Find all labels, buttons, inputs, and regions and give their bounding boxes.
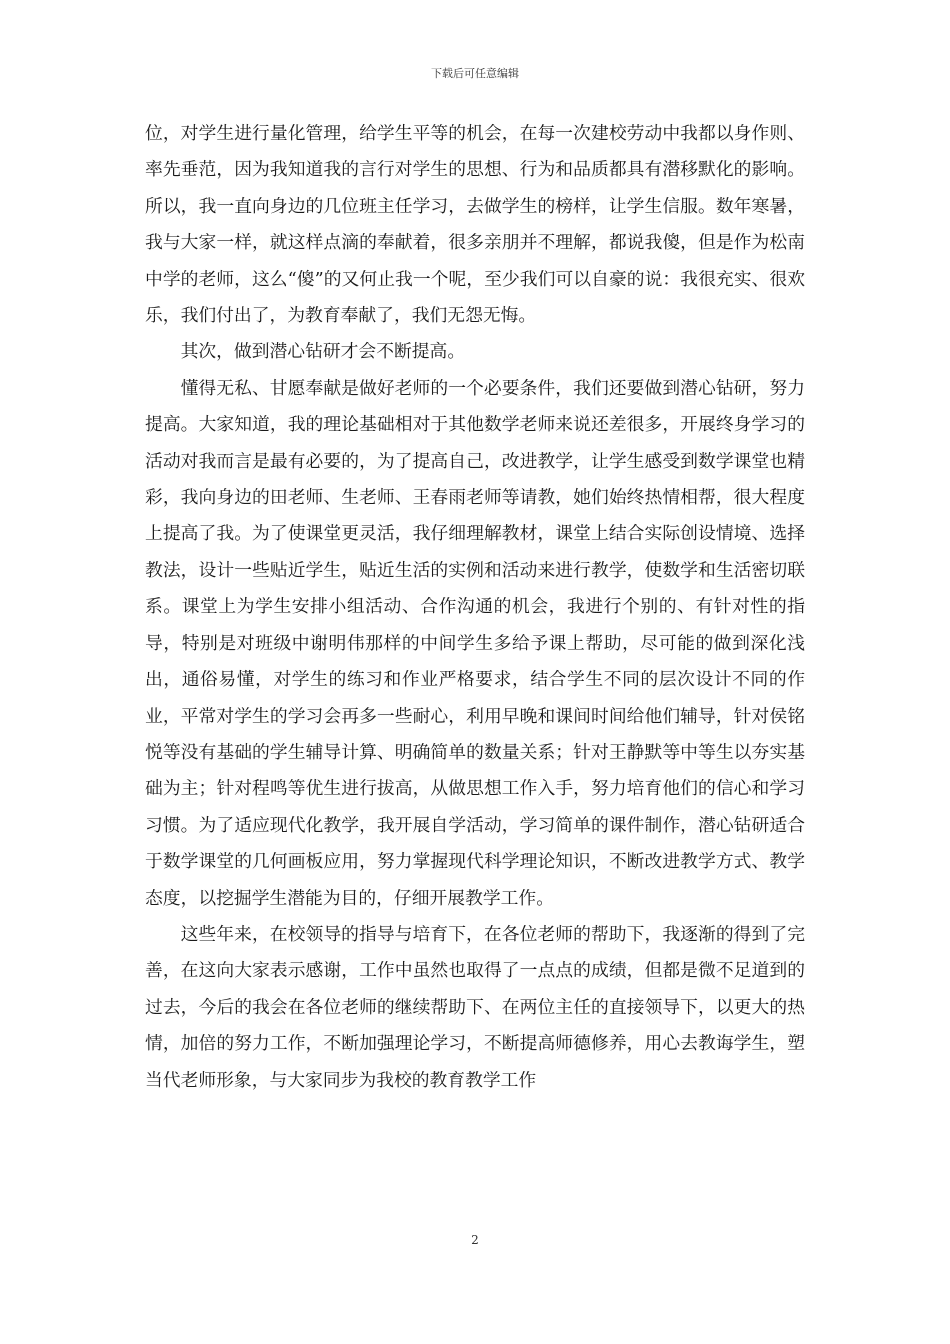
paragraph-closing: 这些年来，在校领导的指导与培育下，在各位老师的帮助下，我逐渐的得到了完善，在这向大家表示感谢，工作中虽然也取得了一点点的成绩，但都是微不足道到的过去，今后的我会在各位老师的继续帮助下、在两位主任的直接领导下，以更大的热情，加倍的努力工作，不断加强理论学习，不断提高师德修养，用心去教诲学生，塑当代老师形象，与大家同步为我校的教育教学工作	[145, 923, 805, 1091]
page-number: 2	[471, 1233, 479, 1247]
page-header: 下载后可任意编辑	[431, 67, 519, 80]
paragraph-continuation: 位，对学生进行量化管理，给学生平等的机会，在每一次建校劳动中我都以身作则、率先垂范，因为我知道我的言行对学生的思想、行为和品质都具有潜移默化的影响。所以，我一直向身边的几位班主任学习，去做学生的榜样，让学生信服。数年寒暑，我与大家一样，就这样点滴的奉献着，很多亲朋并不理解，都说我傻，但是作为松南中学的老师，这么“傻”的又何止我一个呢，至少我们可以自豪的说：我很充实、很欢乐，我们付出了，为教育奉献了，我们无怨无悔。	[145, 123, 805, 327]
paragraph-section-heading: 其次，做到潜心钻研才会不断提高。	[180, 341, 466, 363]
paragraph-study: 懂得无私、甘愿奉献是做好老师的一个必要条件，我们还要做到潜心钻研，努力提高。大家知道，我的理论基础相对于其他数学老师来说还差很多，开展终身学习的活动对我而言是最有必要的，为了提高自己，改进教学，让学生感受到数学课堂也精彩，我向身边的田老师、生老师、王春雨老师等请教，她们始终热情相帮，很大程度上提高了我。为了使课堂更灵活，我仔细理解教材，课堂上结合实际创设情境、选择教法，设计一些贴近学生，贴近生活的实例和活动来进行教学，使数学和生活密切联系。课堂上为学生安排小组活动、合作沟通的机会，我进行个别的、有针对性的指导，特别是对班级中谢明伟那样的中间学生多给予课上帮助，尽可能的做到深化浅出，通俗易懂，对学生的练习和作业严格要求，结合学生不同的层次设计不同的作业，平常对学生的学习会再多一些耐心，利用早晚和课间时间给他们辅导，针对侯铭悦等没有基础的学生辅导计算、明确简单的数量关系；针对王静默等中等生以夯实基础为主；针对程鸣等优生进行拔高，从做思想工作入手，努力培育他们的信心和学习习惯。为了适应现代化教学，我开展自学活动，学习简单的课件制作，潜心钻研适合于数学课堂的几何画板应用，努力掌握现代科学理论知识，不断改进教学方式、教学态度，以挖掘学生潜能为目的，仔细开展教学工作。	[145, 377, 805, 909]
document-body	[145, 116, 805, 1099]
